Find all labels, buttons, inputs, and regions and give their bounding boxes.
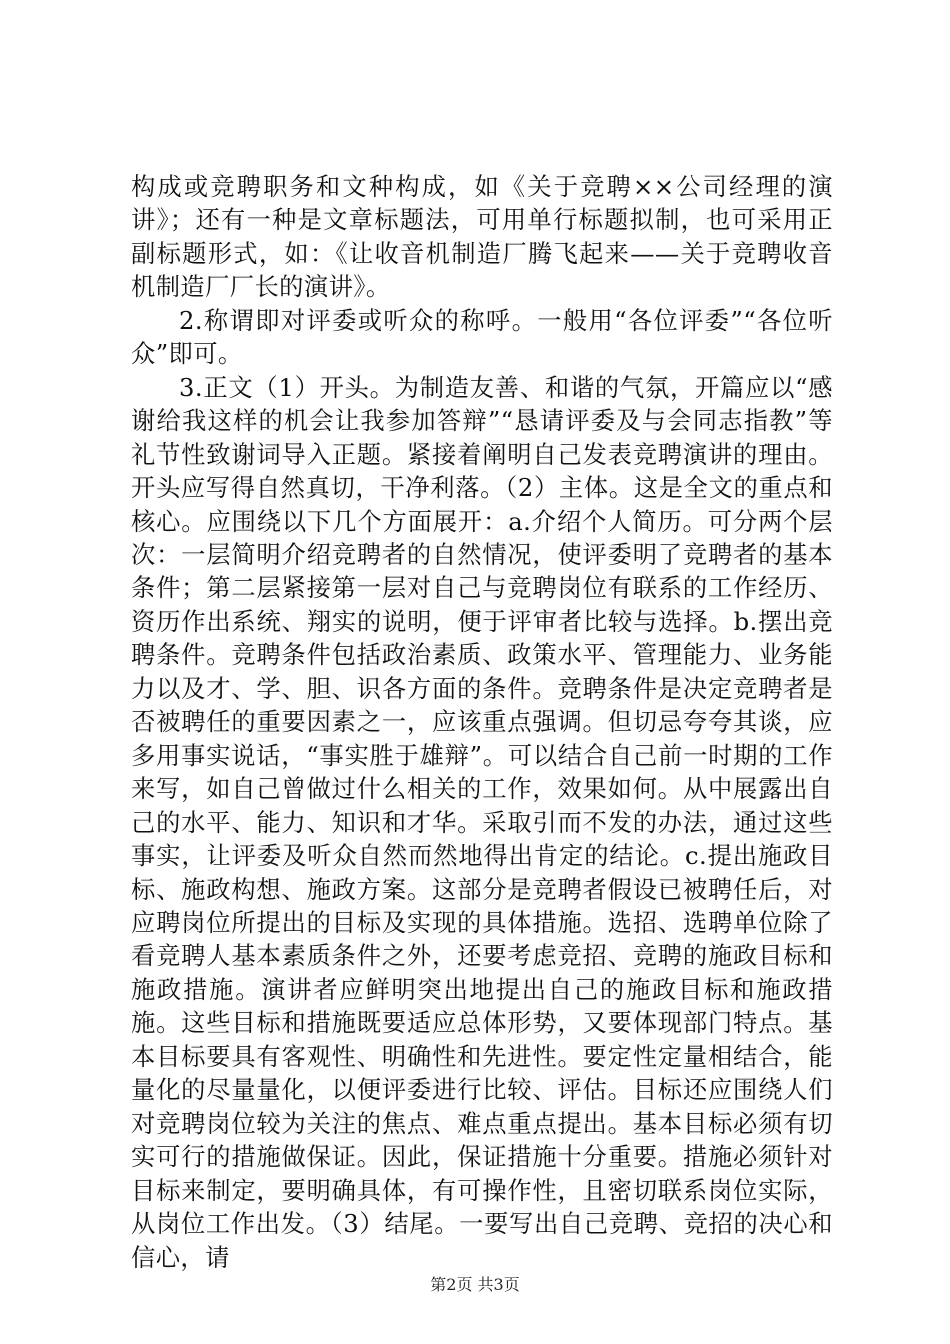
document-body	[131, 170, 833, 1274]
paragraph-continuation: 构成或竞聘职务和文种构成，如《关于竞聘××公司经理的演讲》；还有一种是文章标题法，可用单行标题拟制，也可采用正副标题形式，如：《让收音机制造厂腾飞起来——关于竞聘收音机制造厂厂长的演讲》。	[131, 172, 833, 302]
page-footer: 第2页 共3页	[430, 1275, 520, 1294]
paragraph-main-text: 3.正文（1）开头。为制造友善、和谐的气氛，开篇应以“感谢给我这样的机会让我参加答辩”“恳请评委及与会同志指教”等礼节性致谢词导入正题。紧接着阐明自己发表竞聘演讲的理由。开头应写得自然真切，干净利落。（2）主体。这是全文的重点和核心。应围绕以下几个方面展开：a.介绍个人简历。可分两个层次：一层简明介绍竞聘者的自然情况，使评委明了竞聘者的基本条件；第二层紧接第一层对自己与竞聘岗位有联系的工作经历、资历作出系统、翔实的说明，便于评审者比较与选择。b.摆出竞聘条件。竞聘条件包括政治素质、政策水平、管理能力、业务能力以及才、学、胆、识各方面的条件。竞聘条件是决定竞聘者是否被聘任的重要因素之一，应该重点强调。但切忌夸夸其谈，应多用事实说话，“事实胜于雄辩”。可以结合自己前一时期的工作来写，如自己曾做过什么相关的工作，效果如何。从中展露出自己的水平、能力、知识和才华。采取引而不发的办法，通过这些事实，让评委及听众自然而然地得出肯定的结论。c.提出施政目标、施政构想、施政方案。这部分是竞聘者假设已被聘任后，对应聘岗位所提出的目标及实现的具体措施。选招、选聘单位除了看竞聘人基本素质条件之外，还要考虑竞招、竞聘的施政目标和施政措施。演讲者应鲜明突出地提出自己的施政目标和施政措施。这些目标和措施既要适应总体形势，又要体现部门特点。基本目标要具有客观性、明确性和先进性。要定性定量相结合，能量化的尽量量化，以便评委进行比较、评估。目标还应围绕人们对竞聘岗位较为关注的焦点、难点重点提出。基本目标必须有切实可行的措施做保证。因此，保证措施十分重要。措施必须针对目标来制定，要明确具体，有可操作性，且密切联系岗位实际，从岗位工作出发。（3）结尾。一要写出自己竞聘、竞招的决心和信心，请	[131, 372, 833, 1272]
paragraph-salutation: 2.称谓即对评委或听众的称呼。一般用“各位评委”“各位听众”即可。	[131, 305, 833, 369]
